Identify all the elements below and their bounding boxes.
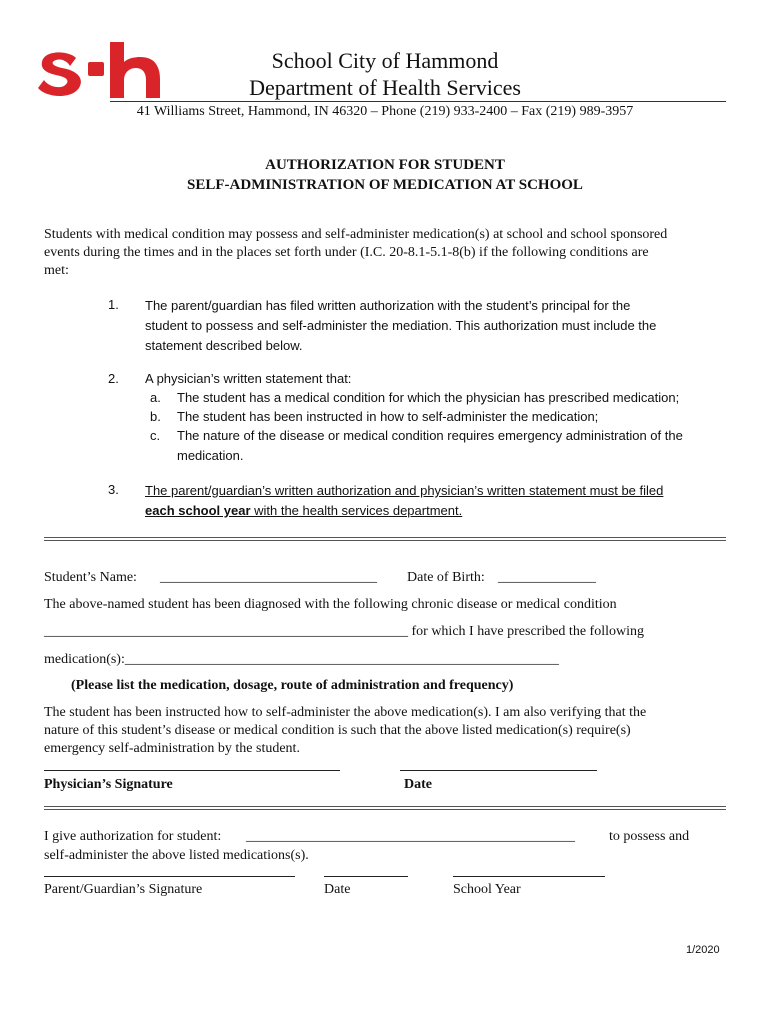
- condition-line: student to possess and self-administer the mediation. This authorization must include the: [145, 318, 657, 333]
- header-rule: [110, 101, 726, 102]
- parent-signature-label: Parent/Guardian’s Signature: [44, 882, 203, 897]
- parent-date-label: Date: [324, 882, 351, 897]
- medication-row: [44, 651, 559, 669]
- physician-date-line[interactable]: [400, 770, 597, 771]
- sub-item-text: The student has a medical condition for which the physician has prescribed medication;: [177, 390, 680, 405]
- prescribed-text: for which I have prescribed the following: [408, 624, 644, 639]
- intro-line: Students with medical condition may possess and self-administer medication(s) at school and school sponsored: [44, 227, 668, 242]
- medication-label: medication(s):: [44, 652, 125, 667]
- student-name-blank: ______________________________: [160, 570, 370, 585]
- condition-1: [145, 296, 745, 356]
- sub-item-label: b.: [150, 409, 161, 424]
- condition-line: The parent/guardian’s written authorization and physician’s written statement must be filed: [145, 483, 664, 498]
- instruction-paragraph: [44, 704, 744, 758]
- diagnosed-text: The above-named student has been diagnosed with the following chronic disease or medical condition: [44, 597, 617, 612]
- condition-2: A physician’s written statement that:: [145, 371, 352, 386]
- medication-field[interactable]: ______________________________________________________________: [124, 652, 559, 667]
- sub-item-label: c.: [150, 428, 161, 443]
- student-name-label: Student’s Name:: [44, 570, 137, 585]
- section-divider: [44, 806, 726, 810]
- condition-number: 1.: [108, 297, 119, 312]
- intro-line: events during the times and in the places set forth under (I.C. 20-8.1-5.1-8(b) if the following conditions are: [44, 245, 649, 260]
- department-name: Department of Health Services: [249, 75, 521, 100]
- form-title-line1: AUTHORIZATION FOR STUDENT: [265, 157, 505, 173]
- condition-line: statement described below.: [145, 338, 303, 353]
- emphasis-text: each school year: [145, 503, 251, 518]
- physician-signature-line[interactable]: [44, 770, 340, 771]
- condition-line: The parent/guardian has filed written authorization with the student’s principal for the: [145, 298, 631, 313]
- school-year-label: School Year: [453, 882, 521, 897]
- parent-date-line[interactable]: [324, 876, 408, 877]
- dob-label: Date of Birth:: [407, 570, 485, 585]
- student-name-field[interactable]: [160, 569, 377, 587]
- paragraph-line: The student has been instructed how to self-administer the above medication(s). I am also verifying that the: [44, 705, 647, 720]
- sub-item-label: a.: [150, 390, 161, 405]
- school-year-line[interactable]: [453, 876, 605, 877]
- org-name: School City of Hammond: [271, 48, 499, 73]
- student-name-blank-tail: _: [370, 570, 377, 585]
- authorization-text: I give authorization for student:: [44, 829, 222, 844]
- paragraph-line: nature of this student’s disease or medical condition is such that the above listed medication(s) require(s): [44, 723, 631, 738]
- condition-field-row: [44, 623, 644, 641]
- condition-3: [145, 481, 745, 521]
- self-administer-text: self-administer the above listed medications(s).: [44, 848, 309, 863]
- section-divider: [44, 537, 726, 541]
- physician-date-label: Date: [404, 777, 432, 792]
- intro-paragraph: [44, 226, 744, 280]
- condition-text: with the health services department.: [250, 503, 463, 518]
- medication-instructions: (Please list the medication, dosage, route of administration and frequency): [71, 678, 514, 693]
- paragraph-line: emergency self-administration by the student.: [44, 741, 300, 756]
- address-line: 41 Williams Street, Hammond, IN 46320 – Phone (219) 933-2400 – Fax (219) 989-3957: [136, 104, 634, 119]
- physician-signature-label: Physician’s Signature: [44, 777, 173, 792]
- medical-condition-field[interactable]: ____________________________________________________: [44, 624, 408, 639]
- form-title-line2: SELF-ADMINISTRATION OF MEDICATION AT SCHOOL: [187, 177, 583, 193]
- condition-number: 2.: [108, 371, 119, 386]
- sub-item-text: medication.: [177, 448, 244, 463]
- parent-signature-line[interactable]: [44, 876, 295, 877]
- authorization-student-field[interactable]: _______________________________________________: [246, 829, 575, 844]
- form-version: 1/2020: [686, 944, 720, 956]
- dob-field[interactable]: ______________: [498, 570, 596, 585]
- sub-item-text: The student has been instructed in how to self-administer the medication;: [177, 409, 599, 424]
- condition-line: [145, 501, 745, 521]
- sub-item-text: The nature of the disease or medical condition requires emergency administration of the: [177, 428, 683, 443]
- to-possess-text: to possess and: [609, 829, 690, 844]
- condition-number: 3.: [108, 482, 119, 497]
- intro-line: met:: [44, 263, 69, 278]
